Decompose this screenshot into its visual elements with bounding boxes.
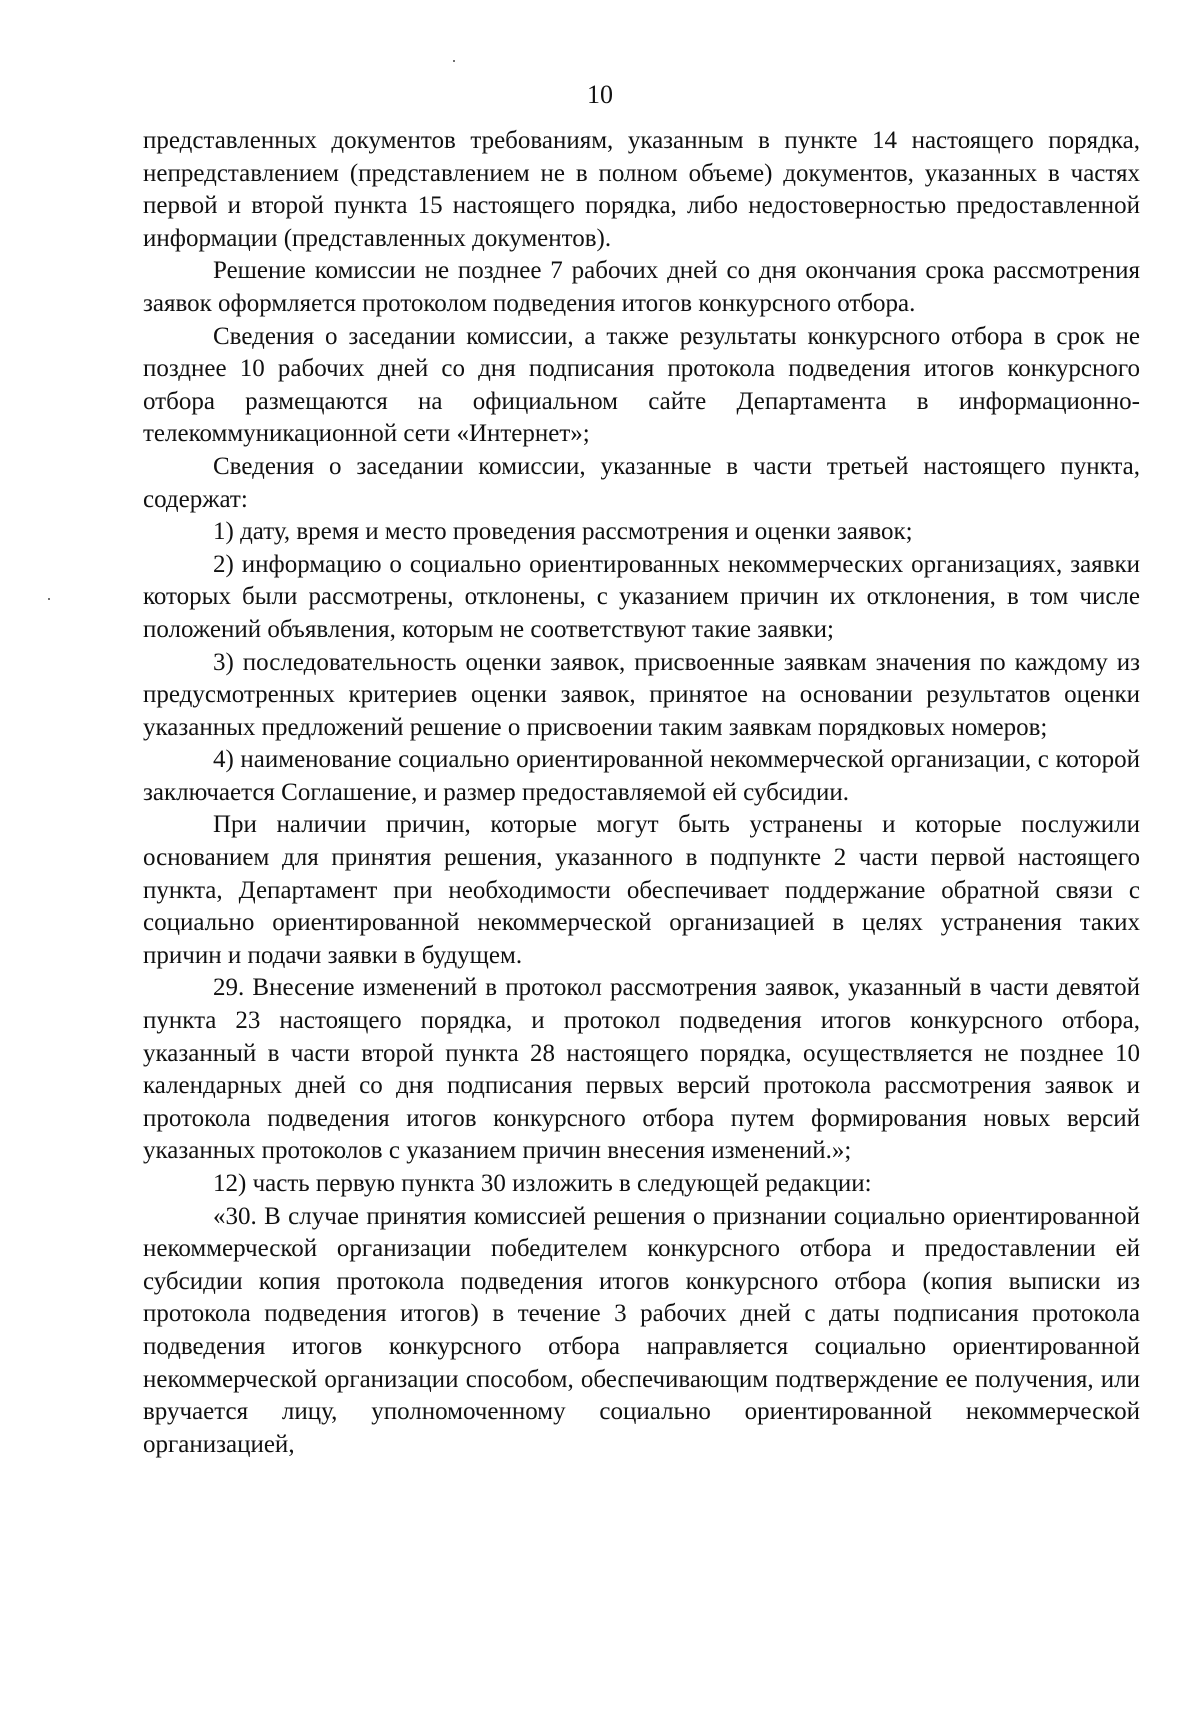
list-item-3: 3) последовательность оценки заявок, присвоенные заявкам значения по каждому из предусмотренных критериев оценки заявок, принятое на основании результатов оценки указанных предложений решение о присвоении таким заявкам порядковых номеров; bbox=[143, 648, 1140, 741]
list-item-2: 2) информацию о социально ориентированных некоммерческих организациях, заявки которых были рассмотрены, отклонены, с указанием причин их отклонения, в том числе положений объявления, которым не соответствуют такие заявки; bbox=[143, 550, 1140, 643]
page-number: 10 bbox=[587, 80, 613, 109]
list-item-1: 1) дату, время и место проведения рассмотрения и оценки заявок; bbox=[213, 518, 913, 546]
paragraph-item-30: «30. В случае принятия комиссией решения о признании социально ориентированной некоммерческой организации победителем конкурсного отбора и предоставлении ей субсидии копия протокола подведения итогов конкурсного отбора (копия выписки из протокола подведения итогов) в течение 3 рабочих дней с даты подписания протокола подведения итогов конкурсного отбора направляется социально ориентированной некоммерческой организации способом, обеспечивающим подтверждение ее получения, или вручается лицу, уполномоченному социально ориентированной некоммерческой организацией, bbox=[143, 1202, 1140, 1458]
paragraph-item-29: 29. Внесение изменений в протокол рассмотрения заявок, указанный в части девятой пункта 23 настоящего порядка, и протокол подведения итогов конкурсного отбора, указанный в части второй пункта 28 настоящего порядка, осуществляется не позднее 10 календарных дней со дня подписания первых версий протокола рассмотрения заявок и протокола подведения итогов конкурсного отбора путем формирования новых версий указанных протоколов с указанием причин внесения изменений.»; bbox=[143, 974, 1140, 1165]
paragraph-continuation: представленных документов требованиям, указанным в пункте 14 настоящего порядка, непредставлением (представлением не в полном объеме) документов, указанных в частях первой и второй пункта 15 настоящего порядка, либо недостоверностью предоставленной информации (представленных документов). bbox=[143, 127, 1140, 252]
paragraph-meeting-info-publication: Сведения о заседании комиссии, а также результаты конкурсного отбора в срок не позднее 10 рабочих дней со дня подписания протокола подведения итогов конкурсного отбора размещаются на официальном сайте Департамента в информационно-телекоммуникационной сети «Интернет»; bbox=[143, 322, 1140, 448]
paragraph-meeting-info-contents: Сведения о заседании комиссии, указанные в части третьей настоящего пункта, содержат: bbox=[143, 452, 1140, 513]
paragraph-feedback: При наличии причин, которые могут быть устранены и которые послужили основанием для принятия решения, указанного в подпункте 2 части первой настоящего пункта, Департамент при необходимости обеспечивает поддержание обратной связи с социально ориентированной некоммерческой организацией в целях устранения таких причин и подачи заявки в будущем. bbox=[143, 811, 1140, 969]
paragraph-amendment-12: 12) часть первую пункта 30 изложить в следующей редакции: bbox=[213, 1170, 872, 1197]
scan-speck bbox=[453, 60, 455, 62]
list-item-4: 4) наименование социально ориентированной некоммерческой организации, с которой заключается Соглашение, и размер предоставляемой ей субсидии. bbox=[143, 746, 1140, 806]
scan-speck bbox=[48, 598, 50, 600]
document-body bbox=[143, 125, 1140, 1461]
paragraph-commission-decision: Решение комиссии не позднее 7 рабочих дней со дня окончания срока рассмотрения заявок оформляется протоколом подведения итогов конкурсного отбора. bbox=[143, 257, 1140, 317]
